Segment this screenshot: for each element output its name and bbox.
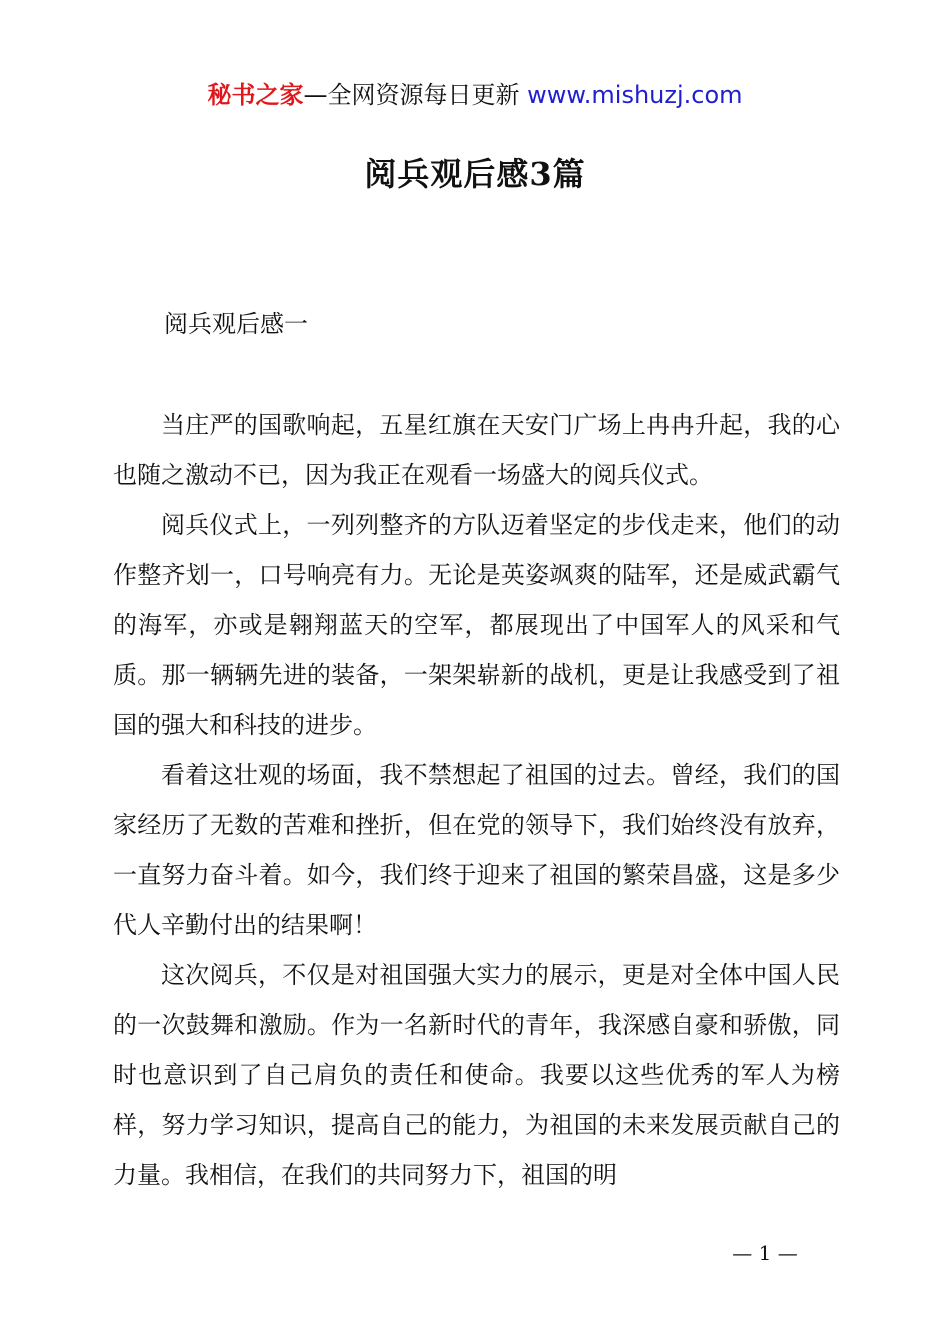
- document-title: 阅兵观后感3篇: [364, 155, 586, 193]
- header-dash: —: [303, 81, 328, 109]
- site-header: [0, 78, 950, 112]
- page-number: — 1 —: [732, 1241, 798, 1265]
- paragraph: 阅兵仪式上，一列列整齐的方队迈着坚定的步伐走来，他们的动作整齐划一，口号响亮有力。无论是英姿飒爽的陆军，还是威武霸气的海军，亦或是翱翔蓝天的空军，都展现出了中国军人的风采和气质。那一辆辆先进的装备，一架架崭新的战机，更是让我感受到了祖国的强大和科技的进步。: [113, 511, 840, 739]
- paragraph: 当庄严的国歌响起，五星红旗在天安门广场上冉冉升起，我的心也随之激动不已，因为我正在观看一场盛大的阅兵仪式。: [113, 411, 840, 489]
- paragraph: 看着这壮观的场面，我不禁想起了祖国的过去。曾经，我们的国家经历了无数的苦难和挫折，但在党的领导下，我们始终没有放弃，一直努力奋斗着。如今，我们终于迎来了祖国的繁荣昌盛，这是多少代人辛勤付出的结果啊！: [113, 761, 840, 939]
- section-heading: 阅兵观后感一: [164, 310, 308, 338]
- header-tagline: 全网资源每日更新: [327, 81, 528, 109]
- brand-name: 秘书之家: [207, 81, 304, 109]
- site-url-link[interactable]: www.mishuzj.com: [527, 81, 743, 109]
- document-body: [113, 400, 840, 1200]
- paragraph: 这次阅兵，不仅是对祖国强大实力的展示，更是对全体中国人民的一次鼓舞和激励。作为一名新时代的青年，我深感自豪和骄傲，同时也意识到了自己肩负的责任和使命。我要以这些优秀的军人为榜样，努力学习知识，提高自己的能力，为祖国的未来发展贡献自己的力量。我相信，在我们的共同努力下，祖国的明: [113, 961, 840, 1189]
